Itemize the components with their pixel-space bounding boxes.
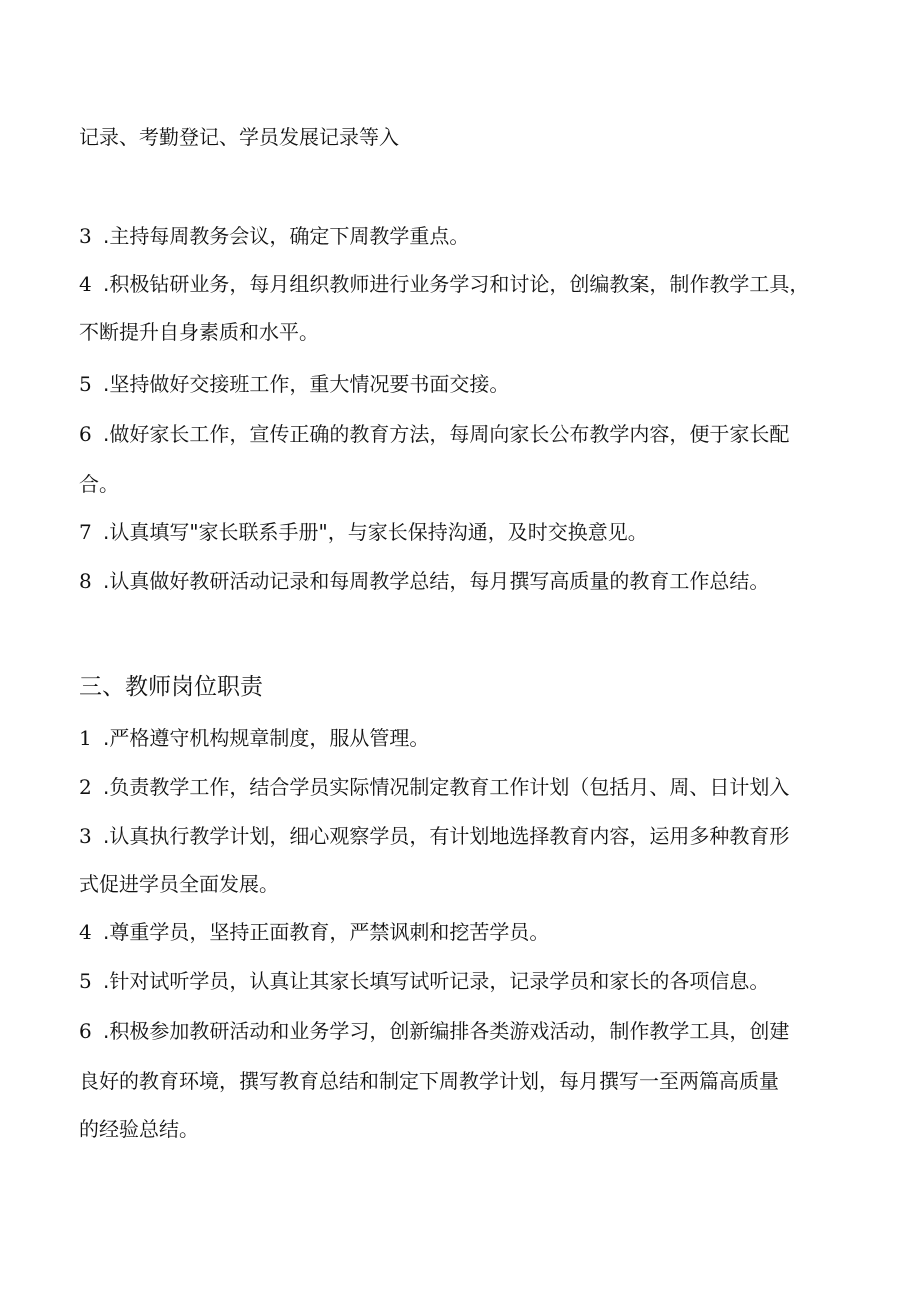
list-item: 5 .坚持做好交接班工作，重大情况要书面交接。: [79, 372, 510, 396]
list-item-continuation: 的经验总结。: [79, 1117, 199, 1141]
list-item: 2 .负责教学工作，结合学员实际情况制定教育工作计划（包括月、周、日计划入: [79, 775, 790, 799]
list-item: 5 .针对试听学员，认真让其家长填写试听记录，记录学员和家长的各项信息。: [79, 969, 770, 993]
list-item: 7 .认真填写"家长联系手册"，与家长保持沟通，及时交换意见。: [79, 520, 648, 544]
list-item: 6 .积极参加教研活动和业务学习，创新编排各类游戏活动，制作教学工具，创建: [79, 1019, 790, 1043]
list-item: 1 .严格遵守机构规章制度，服从管理。: [79, 726, 430, 750]
list-item: 3 .主持每周教务会议，确定下周教学重点。: [79, 224, 470, 248]
list-item-continuation: 不断提升自身素质和水平。: [79, 320, 319, 344]
section-title: 三、教师岗位职责: [79, 674, 263, 700]
list-item: 4 .尊重学员，坚持正面教育，严禁讽刺和挖苦学员。: [79, 920, 550, 944]
list-item: 8 .认真做好教研活动记录和每周教学总结，每月撰写高质量的教育工作总结。: [79, 569, 770, 593]
intro-line: 记录、考勤登记、学员发展记录等入: [79, 125, 399, 149]
list-item: 6 .做好家长工作，宣传正确的教育方法，每周向家长公布教学内容，便于家长配: [79, 422, 790, 446]
list-item: 3 .认真执行教学计划，细心观察学员，有计划地选择教育内容，运用多种教育形: [79, 824, 790, 848]
list-item-continuation: 合。: [79, 472, 119, 496]
list-item-continuation: 式促进学员全面发展。: [79, 872, 279, 896]
list-item: 4 .积极钻研业务，每月组织教师进行业务学习和讨论，创编教案，制作教学工具，: [79, 272, 810, 296]
list-item-continuation: 良好的教育环境，撰写教育总结和制定下周教学计划，每月撰写一至两篇高质量: [79, 1069, 779, 1093]
